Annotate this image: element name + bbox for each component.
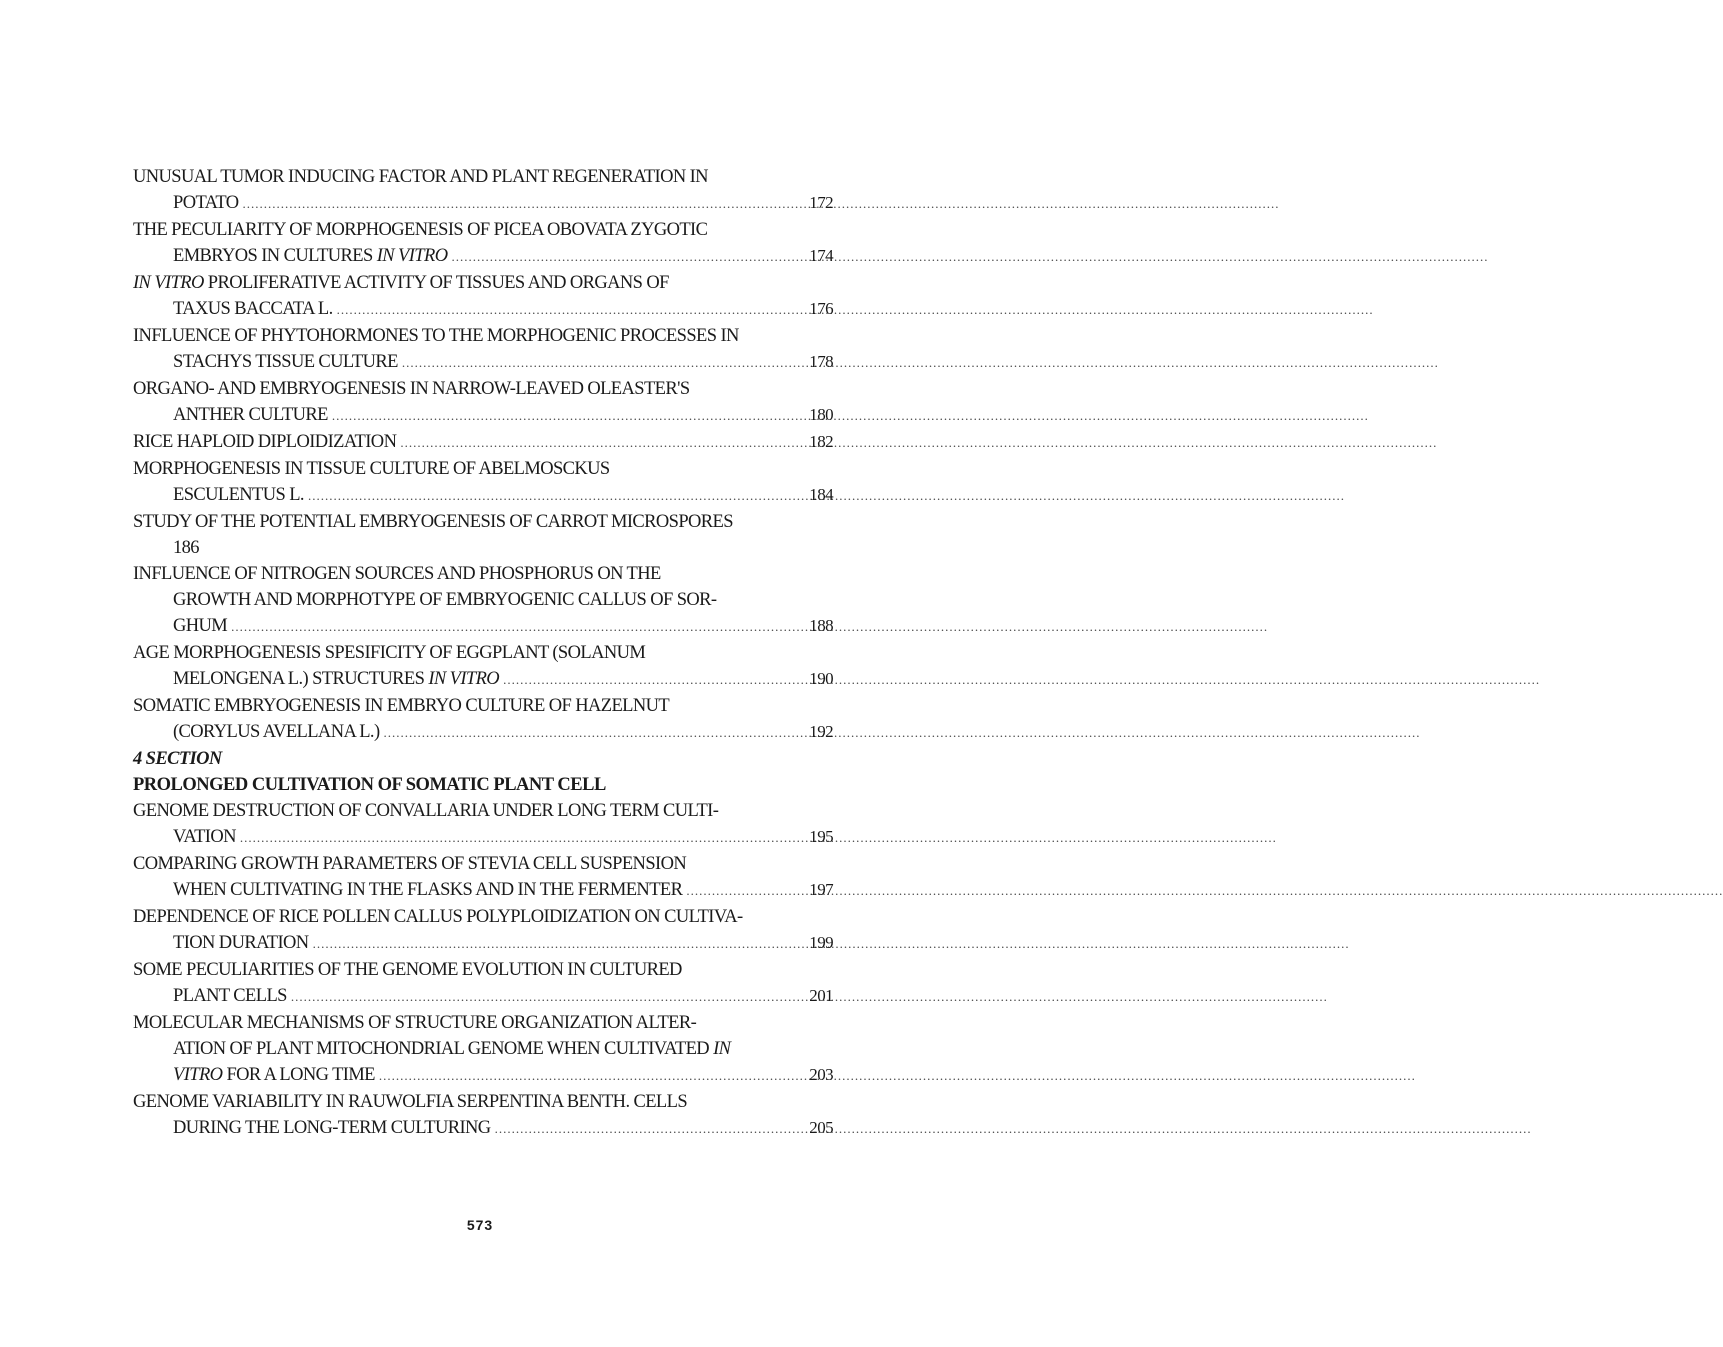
dot-leader <box>503 667 805 693</box>
toc-entry-title-cont: (CORYLUS AVELLANA L.) <box>173 722 380 742</box>
toc-entry-title: INFLUENCE OF PHYTOHORMONES TO THE MORPHOGENIC PROCESSES IN <box>133 326 739 346</box>
dot-leader <box>308 483 805 509</box>
toc-entry <box>133 904 833 957</box>
toc-entry-text: ATION OF PLANT MITOCHONDRIAL GENOME WHEN CULTIVATED <box>173 1039 714 1059</box>
toc-entry-title-cont: TAXUS BACCATA L. <box>173 299 333 319</box>
toc-entry-title: GENOME VARIABILITY IN RAUWOLFIA SERPENTINA BENTH. CELLS <box>133 1092 688 1112</box>
toc-entry-italic-text: IN VITRO <box>133 273 204 293</box>
toc-entry-title-cont: TION DURATION <box>173 933 309 953</box>
toc-entry-title-cont: WHEN CULTIVATING IN THE FLASKS AND IN THE FERMENTER <box>173 880 683 900</box>
toc-entry-title: GENOME DESTRUCTION OF CONVALLARIA UNDER LONG TERM CULTI- <box>133 801 719 821</box>
toc-page-number: 201 <box>809 986 833 1005</box>
toc-entry-title-cont: ESCULENTUS L. <box>173 485 304 505</box>
toc-entry-italic-text: IN VITRO <box>428 669 500 689</box>
toc-entry <box>133 323 833 376</box>
toc-page-number: 174 <box>809 246 833 265</box>
dot-leader <box>379 1063 805 1089</box>
toc-page-number: 199 <box>809 933 833 952</box>
section-title: PROLONGED CULTIVATION OF SOMATIC PLANT CELL <box>133 775 606 795</box>
toc-entry <box>133 798 833 851</box>
toc-entry-title-line2: GROWTH AND MORPHOTYPE OF EMBRYOGENIC CALLUS OF SOR- <box>173 590 717 610</box>
dot-leader <box>400 430 805 456</box>
toc-entry <box>133 693 833 746</box>
toc-entry-title <box>133 270 833 296</box>
dot-leader <box>402 350 805 376</box>
toc-page-number: 182 <box>809 432 833 451</box>
toc-page-number: 195 <box>809 827 833 846</box>
dot-leader <box>495 1116 806 1142</box>
toc-entry <box>133 164 833 217</box>
toc-entry-italic-text: IN VITRO <box>376 246 448 266</box>
toc-entry-title: MOLECULAR MECHANISMS OF STRUCTURE ORGANIZATION ALTER- <box>133 1013 697 1033</box>
dot-leader <box>291 984 805 1010</box>
toc-page-number: 172 <box>809 193 833 212</box>
toc-entry-title-cont: ANTHER CULTURE <box>173 405 328 425</box>
toc-entry-title: SOME PECULIARITIES OF THE GENOME EVOLUTION IN CULTURED <box>133 960 682 980</box>
dot-leader <box>243 191 806 217</box>
toc-entry-text: EMBRYOS IN CULTURES <box>173 246 377 266</box>
toc-entry-title: STUDY OF THE POTENTIAL EMBRYOGENESIS OF CARROT MICROSPORES <box>133 512 733 532</box>
toc-entry-title-cont <box>173 666 499 692</box>
toc-page-number: 197 <box>809 880 833 899</box>
toc-page-number: 180 <box>809 405 833 424</box>
toc-page-number: 192 <box>809 722 833 741</box>
toc-entry-text: FOR A LONG TIME <box>222 1065 375 1085</box>
toc-entry-title: DEPENDENCE OF RICE POLLEN CALLUS POLYPLOIDIZATION ON CULTIVA- <box>133 907 743 927</box>
toc-entry-title: AGE MORPHOGENESIS SPESIFICITY OF EGGPLANT (SOLANUM <box>133 643 646 663</box>
toc-entry <box>133 561 833 640</box>
toc-entry-title-cont: STACHYS TISSUE CULTURE <box>173 352 398 372</box>
page-number: 573 <box>466 1217 494 1233</box>
toc-entry-title: RICE HAPLOID DIPLOIDIZATION <box>133 432 397 452</box>
toc-entry-title: MORPHOGENESIS IN TISSUE CULTURE OF ABELMOSCKUS <box>133 459 610 479</box>
section-label: 4 SECTION <box>133 749 222 769</box>
toc-entry-italic-text: IN <box>713 1039 731 1059</box>
toc-page-number: 190 <box>809 669 833 688</box>
toc-page-number: 176 <box>809 299 833 318</box>
dot-leader <box>384 720 806 746</box>
toc-entry-italic-text: VITRO <box>173 1065 223 1085</box>
toc-entry-title: INFLUENCE OF NITROGEN SOURCES AND PHOSPHORUS ON THE <box>133 564 661 584</box>
toc-entry <box>133 217 833 270</box>
toc-page-number: 178 <box>809 352 833 371</box>
toc-page-number: 205 <box>809 1118 833 1137</box>
toc-entry-title: COMPARING GROWTH PARAMETERS OF STEVIA CELL SUSPENSION <box>133 854 687 874</box>
toc-entry <box>133 1089 833 1142</box>
toc-entry-text: MELONGENA L.) STRUCTURES <box>173 669 429 689</box>
toc-entry <box>133 957 833 1010</box>
toc-entry <box>133 851 833 904</box>
dot-leader <box>451 244 805 270</box>
toc-entry <box>133 509 833 561</box>
dot-leader <box>686 878 805 904</box>
toc-entry-title: ORGANO- AND EMBRYOGENESIS IN NARROW-LEAVED OLEASTER'S <box>133 379 690 399</box>
toc-entry <box>133 456 833 509</box>
dot-leader <box>240 825 805 851</box>
toc-entry-title-cont <box>173 1062 375 1088</box>
toc-entry-text: PROLIFERATIVE ACTIVITY OF TISSUES AND ORGANS OF <box>203 273 669 293</box>
toc-page-number: 184 <box>809 485 833 504</box>
toc-page-number: 203 <box>809 1065 833 1084</box>
toc-entry-title-line2 <box>133 1036 833 1062</box>
dot-leader <box>332 403 805 429</box>
toc-entry-title-cont <box>173 243 447 269</box>
toc-entry-title: UNUSUAL TUMOR INDUCING FACTOR AND PLANT REGENERATION IN <box>133 167 708 187</box>
toc-entry-title-cont: VATION <box>173 827 236 847</box>
toc-entry-title-cont: DURING THE LONG-TERM CULTURING <box>173 1118 491 1138</box>
toc-entry-title-cont: POTATO <box>173 193 239 213</box>
toc-page-number: 188 <box>809 616 833 635</box>
dot-leader <box>313 931 806 957</box>
toc-entry <box>133 429 833 456</box>
toc-entry <box>133 376 833 429</box>
toc-entry-title-cont: PLANT CELLS <box>173 986 287 1006</box>
toc-entry-title: SOMATIC EMBRYOGENESIS IN EMBRYO CULTURE OF HAZELNUT <box>133 696 670 716</box>
dot-leader <box>337 297 806 323</box>
toc-page-number: 186 <box>173 538 199 558</box>
toc-entry-title-cont: GHUM <box>173 616 228 636</box>
toc-entry <box>133 640 833 693</box>
table-of-contents <box>133 164 833 1142</box>
toc-entry-title: THE PECULIARITY OF MORPHOGENESIS OF PICEA OBOVATA ZYGOTIC <box>133 220 708 240</box>
toc-entry <box>133 1010 833 1089</box>
toc-entry <box>133 270 833 323</box>
dot-leader <box>231 614 805 640</box>
